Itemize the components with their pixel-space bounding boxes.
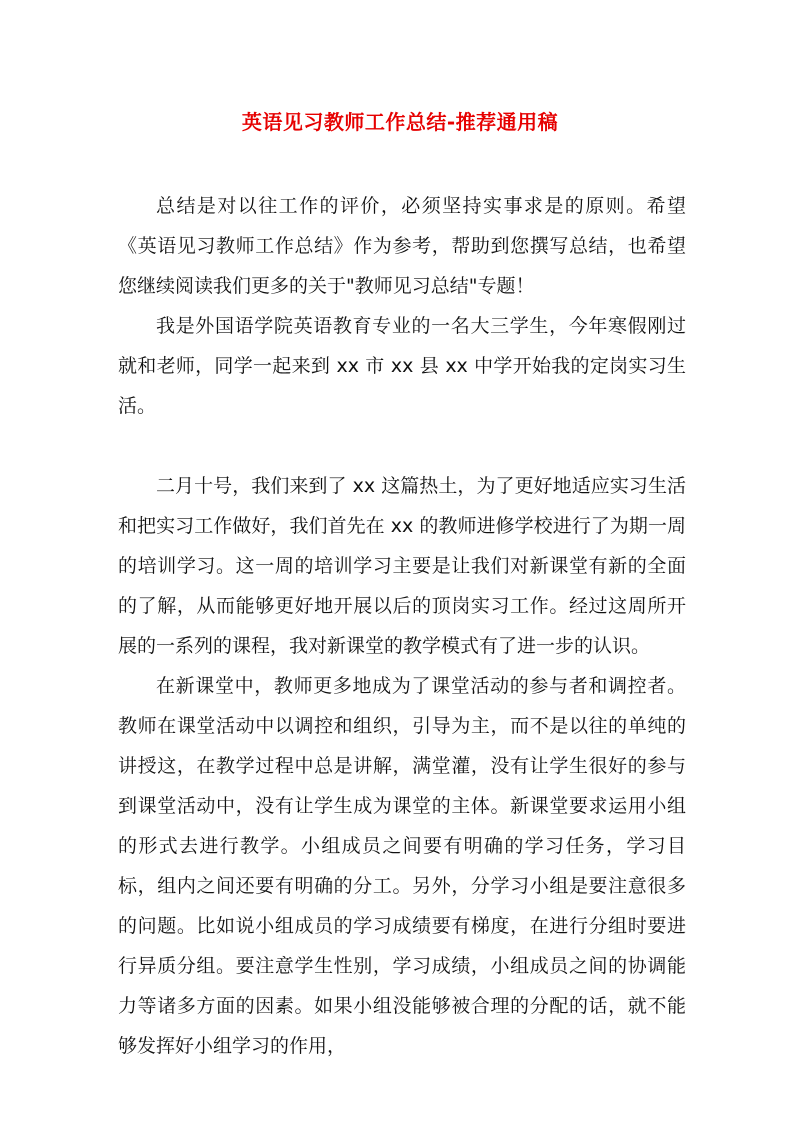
document-title: 英语见习教师工作总结-推荐通用稿 bbox=[241, 110, 559, 134]
document-body bbox=[118, 186, 686, 1066]
paragraph-self-introduction: 我是外国语学院英语教育专业的一名大三学生，今年寒假刚过就和老师，同学一起来到 xx 市 xx 县 xx 中学开始我的定岗实习生活。 bbox=[118, 315, 686, 417]
paragraph-intro: 总结是对以往工作的评价，必须坚持实事求是的原则。希望《英语见习教师工作总结》作为参考，帮助到您撰写总结，也希望您继续阅读我们更多的关于"教师见习总结"专题！ bbox=[118, 195, 686, 297]
paragraph-training: 二月十号，我们来到了 xx 这篇热土，为了更好地适应实习生活和把实习工作做好，我们首先在 xx 的教师进修学校进行了为期一周的培训学习。这一周的培训学习主要是让我们对新课堂有新的全面的了解，从而能够更好地开展以后的顶岗实习工作。经过这周所开展的一系列的课程，我对新课堂的教学模式有了进一步的认识。 bbox=[118, 475, 686, 657]
paragraph-new-classroom: 在新课堂中，教师更多地成为了课堂活动的参与者和调控者。教师在课堂活动中以调控和组织，引导为主，而不是以往的单纯的讲授这，在教学过程中总是讲解，满堂灌，没有让学生很好的参与到课堂活动中，没有让学生成为课堂的主体。新课堂要求运用小组的形式去进行教学。小组成员之间要有明确的学习任务，学习目标，组内之间还要有明确的分工。另外，分学习小组是要注意很多的问题。比如说小组成员的学习成绩要有梯度，在进行分组时要进行异质分组。要注意学生性别，学习成绩，小组成员之间的协调能力等诸多方面的因素。如果小组没能够被合理的分配的话，就不能够发挥好小组学习的作用， bbox=[118, 675, 686, 1057]
